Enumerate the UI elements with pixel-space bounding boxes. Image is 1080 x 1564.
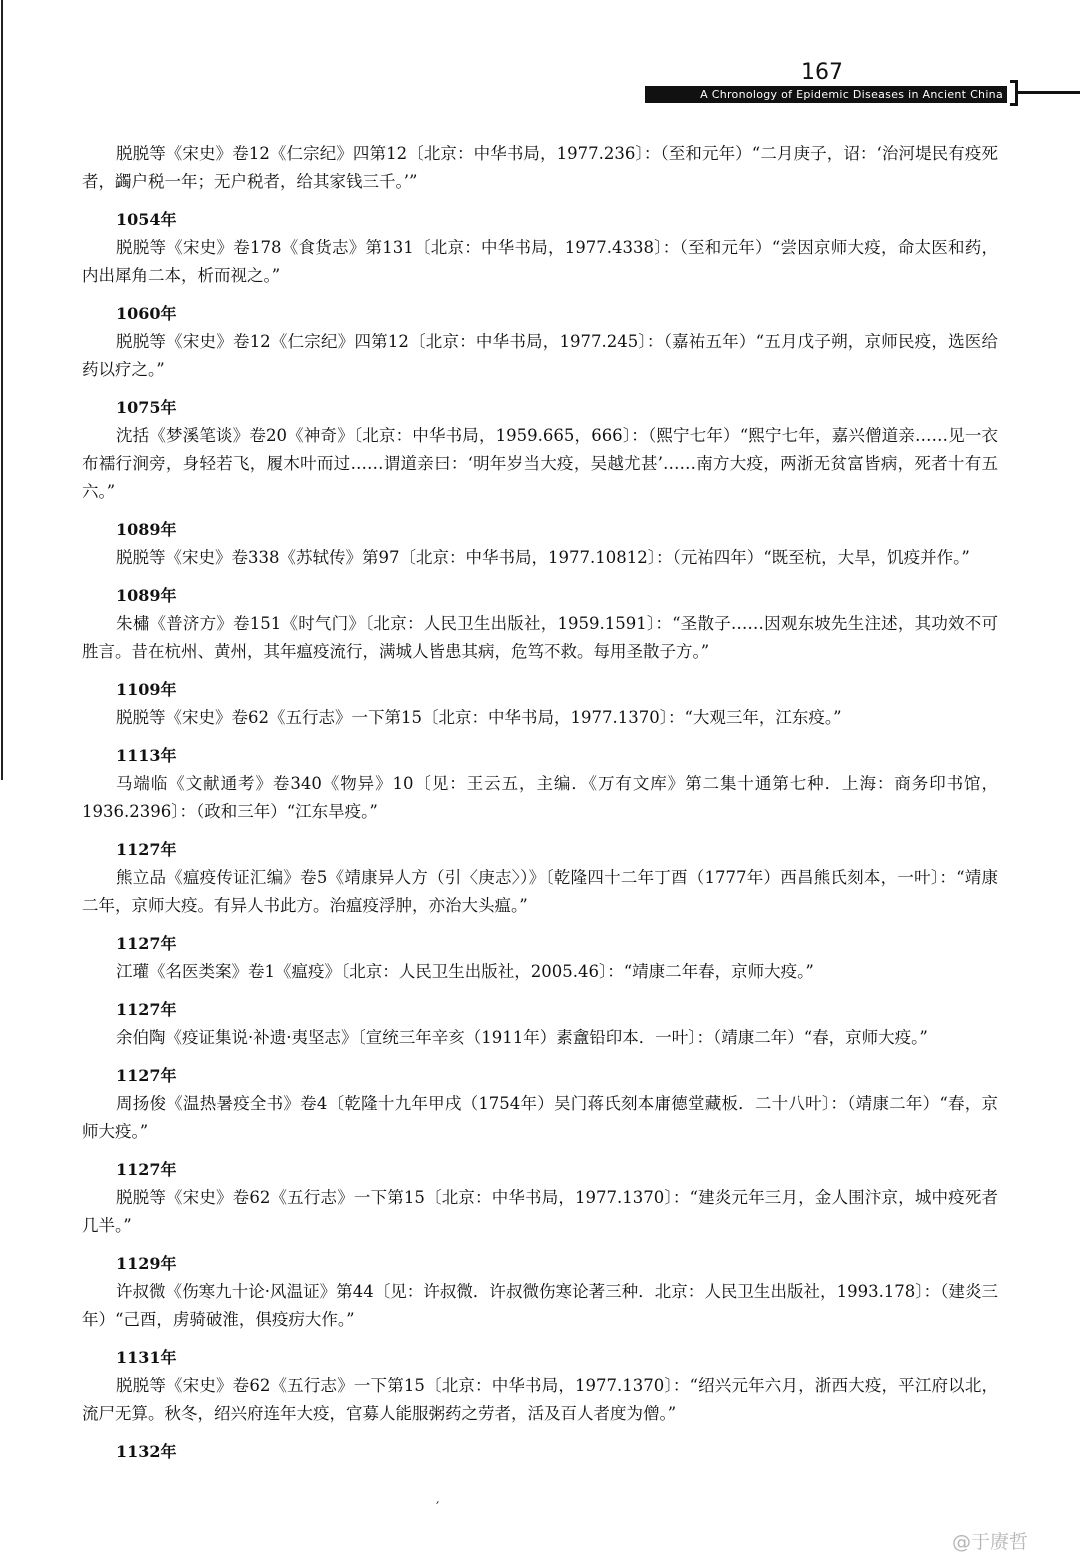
citation-entry: 沈括《梦溪笔谈》卷20《神奇》〔北京：中华书局，1959.665，666〕：（熙宁七年）“熙宁七年，嘉兴僧道亲……见一衣布襦行涧旁，身轻若飞，履木叶而过……谓道亲曰：‘明年岁当大疫，吴越尤甚’……南方大疫，两浙无贫富皆病，死者十有五六。” xyxy=(82,426,998,501)
stray-mark: ′ xyxy=(436,1500,440,1516)
year-heading: 1131年 xyxy=(116,1348,177,1367)
citation-entry: 余伯陶《疫证集说·补遗·夷坚志》〔宣统三年辛亥（1911年）素盦铅印本．一叶〕：（靖康二年）“春，京师大疫。” xyxy=(116,1028,928,1047)
citation-entry: 朱橚《普济方》卷151《时气门》〔北京：人民卫生出版社，1959.1591〕：“圣散子……因观东坡先生注述，其功效不可胜言。昔在杭州、黄州，其年瘟疫流行，满城人皆患其病，危笃不救。每用圣散子方。” xyxy=(82,614,998,661)
year-heading: 1113年 xyxy=(116,746,177,765)
running-title: A Chronology of Epidemic Diseases in Ancient China xyxy=(645,86,1007,103)
year-heading: 1089年 xyxy=(116,586,177,605)
citation-entry: 脱脱等《宋史》卷338《苏轼传》第97〔北京：中华书局，1977.10812〕：（元祐四年）“既至杭，大旱，饥疫并作。” xyxy=(116,548,970,567)
citation-entry: 江瓘《名医类案》卷1《瘟疫》〔北京：人民卫生出版社，2005.46〕：“靖康二年春，京师大疫。” xyxy=(116,962,814,981)
citation-entry: 熊立品《瘟疫传证汇编》卷5《靖康异人方（引〈庚志〉）》〔乾隆四十二年丁酉（1777年）西昌熊氏刻本，一叶〕：“靖康二年，京师大疫。有异人书此方。治瘟疫浮肿，亦治大头瘟。” xyxy=(82,868,998,915)
header-bracket-ornament xyxy=(1010,80,1018,106)
year-heading: 1127年 xyxy=(116,934,177,953)
citation-entry: 马端临《文献通考》卷340《物异》10〔见：王云五，主编．《万有文库》第二集十通第七种．上海：商务印书馆，1936.2396〕：（政和三年）“江东旱疫。” xyxy=(82,774,998,821)
page-edge-rule xyxy=(1,0,3,780)
watermark: @于赓哲 xyxy=(952,1531,1029,1553)
year-heading: 1127年 xyxy=(116,1000,177,1019)
citation-entry: 脱脱等《宋史》卷178《食货志》第131〔北京：中华书局，1977.4338〕：（至和元年）“尝因京师大疫，命太医和药，内出犀角二本，析而视之。” xyxy=(82,238,998,285)
year-heading: 1089年 xyxy=(116,520,177,539)
year-heading: 1060年 xyxy=(116,304,177,323)
header-rule xyxy=(1018,91,1080,94)
year-heading: 1127年 xyxy=(116,840,177,859)
citation-entry: 脱脱等《宋史》卷12《仁宗纪》四第12〔北京：中华书局，1977.236〕：（至和元年）“二月庚子，诏：‘治河堤民有疫死者，蠲户税一年；无户税者，给其家钱三千。’” xyxy=(82,144,998,191)
citation-entry: 脱脱等《宋史》卷62《五行志》一下第15〔北京：中华书局，1977.1370〕：“大观三年，江东疫。” xyxy=(116,708,842,727)
year-heading: 1127年 xyxy=(116,1066,177,1085)
page-number: 167 xyxy=(801,60,843,85)
citation-entry: 脱脱等《宋史》卷12《仁宗纪》四第12〔北京：中华书局，1977.245〕：（嘉祐五年）“五月戊子朔，京师民疫，选医给药以疗之。” xyxy=(82,332,998,379)
year-heading: 1127年 xyxy=(116,1160,177,1179)
year-heading: 1075年 xyxy=(116,398,177,417)
citation-entry: 脱脱等《宋史》卷62《五行志》一下第15〔北京：中华书局，1977.1370〕：“建炎元年三月，金人围汴京，城中疫死者几半。” xyxy=(82,1188,998,1235)
citation-entry: 周扬俊《温热暑疫全书》卷4〔乾隆十九年甲戌（1754年）吴门蒋氏刻本庸德堂藏板．二十八叶〕：（靖康二年）“春，京师大疫。” xyxy=(82,1094,998,1141)
year-heading: 1109年 xyxy=(116,680,177,699)
citation-entry: 脱脱等《宋史》卷62《五行志》一下第15〔北京：中华书局，1977.1370〕：“绍兴元年六月，浙西大疫，平江府以北，流尸无算。秋冬，绍兴府连年大疫，官募人能服粥药之劳者，活及百人者度为僧。” xyxy=(82,1376,998,1423)
year-heading: 1054年 xyxy=(116,210,177,229)
chronology-body xyxy=(82,140,998,1466)
year-heading: 1132年 xyxy=(116,1442,177,1461)
year-heading: 1129年 xyxy=(116,1254,177,1273)
citation-entry: 许叔微《伤寒九十论·风温证》第44〔见：许叔微．许叔微伤寒论著三种．北京：人民卫生出版社，1993.178〕：（建炎三年）“己酉，虏骑破淮，俱疫疠大作。” xyxy=(82,1282,998,1329)
